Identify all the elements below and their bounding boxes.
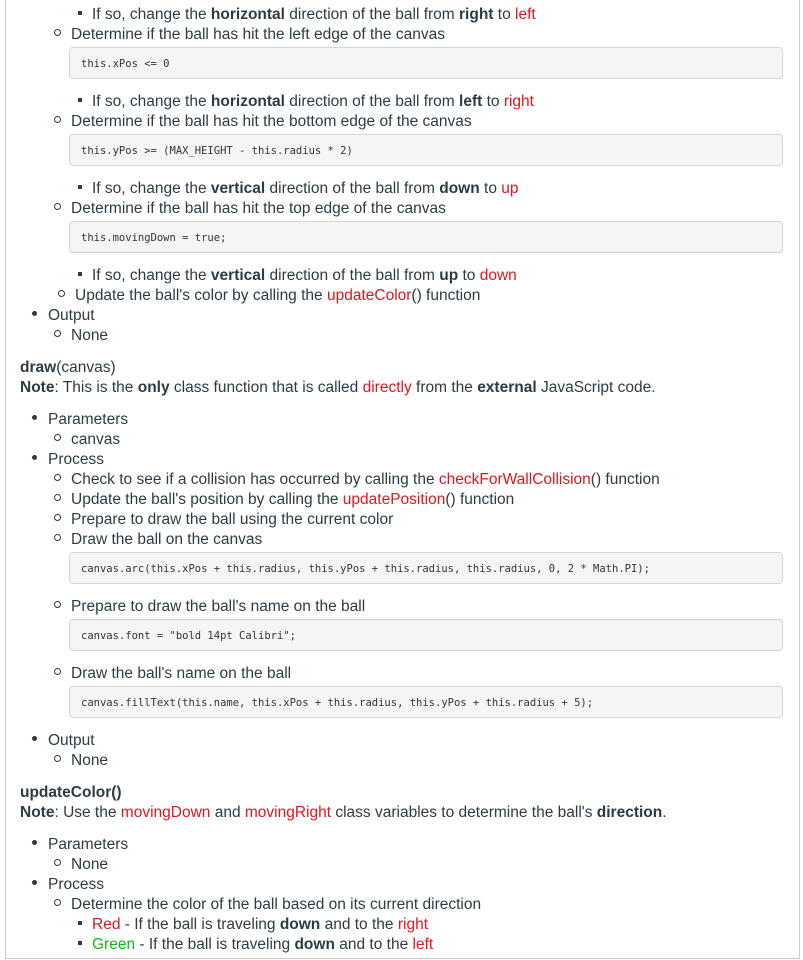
text-red: checkForWallCollision (438, 471, 591, 488)
bullet-left-edge-check (54, 25, 445, 45)
text: and to the (334, 936, 413, 953)
text: and (210, 804, 245, 821)
bullet-none (54, 855, 108, 875)
text: from the (411, 379, 478, 396)
text-red: left (515, 6, 536, 23)
text: JavaScript code. (536, 379, 656, 396)
text-bold: right (459, 6, 494, 23)
disc-bullet-icon (32, 311, 37, 316)
bullet-process (32, 450, 104, 470)
circle-bullet-icon (54, 534, 61, 541)
bullet-change-direction-up-down (78, 266, 517, 286)
bullet-change-direction-right-left (78, 5, 536, 25)
text-bold: horizontal (210, 6, 285, 23)
code-block: canvas.arc(this.xPos + this.radius, this.yPos + this.radius, this.radius, 0, 2 * Math.PI); (69, 552, 783, 584)
circle-bullet-icon (54, 668, 61, 675)
square-bullet-icon (78, 941, 82, 945)
note-update-color (20, 803, 667, 823)
bullet-process (32, 875, 104, 895)
text: Prepare to draw the ball using the current color (71, 511, 394, 528)
text-bold: vertical (210, 267, 266, 284)
text: If so, change the (92, 6, 211, 23)
bullet-change-direction-left-right (78, 92, 534, 112)
text: None (71, 327, 109, 344)
circle-bullet-icon (58, 290, 65, 297)
text: None (71, 752, 109, 769)
text: () function (411, 287, 481, 304)
code-block: canvas.fillText(this.name, this.xPos + this.radius, this.yPos + this.radius + 5); (69, 686, 783, 718)
circle-bullet-icon (54, 330, 61, 337)
text: Output (48, 732, 95, 749)
function-heading-update-color (20, 783, 122, 803)
disc-bullet-icon (32, 736, 37, 741)
bullet-output (32, 731, 95, 751)
code-block: canvas.font = "bold 14pt Calibri"; (69, 619, 783, 651)
text-bold: external (477, 379, 537, 396)
bullet-check-collision (54, 470, 660, 490)
text: Process (48, 876, 104, 893)
bullet-prepare-name (54, 597, 365, 617)
disc-bullet-icon (32, 455, 37, 460)
circle-bullet-icon (54, 116, 61, 123)
text-bold: vertical (210, 180, 266, 197)
bullet-top-edge-check (54, 199, 446, 219)
square-bullet-icon (78, 921, 82, 925)
text: Parameters (48, 836, 129, 853)
text: Process (48, 451, 104, 468)
text: Draw the ball's name on the ball (71, 665, 292, 682)
square-bullet-icon (78, 11, 82, 15)
bullet-draw-ball (54, 530, 262, 550)
text: Prepare to draw the ball's name on the ball (71, 598, 366, 615)
function-name: updateColor() (20, 784, 122, 801)
text: Output (48, 307, 95, 324)
text-red: right (503, 93, 534, 110)
text-bold: direction (596, 804, 663, 821)
text: direction of the ball from (284, 6, 460, 23)
text: Determine if the ball has hit the left edge of the canvas (71, 26, 445, 43)
text-green: Green (92, 936, 136, 953)
disc-bullet-icon (32, 415, 37, 420)
bullet-green-rule (78, 935, 433, 955)
text: () function (590, 471, 660, 488)
function-heading-draw (20, 358, 116, 378)
text-red: right (397, 916, 428, 933)
circle-bullet-icon (54, 434, 61, 441)
circle-bullet-icon (54, 203, 61, 210)
disc-bullet-icon (32, 880, 37, 885)
text: direction of the ball from (284, 93, 460, 110)
text: - If the ball is traveling (135, 936, 295, 953)
code-block: this.xPos <= 0 (69, 47, 783, 79)
text: to (458, 267, 480, 284)
circle-bullet-icon (54, 859, 61, 866)
bullet-red-rule (78, 915, 428, 935)
bullet-parameters (32, 835, 128, 855)
text: and to the (320, 916, 398, 933)
circle-bullet-icon (54, 474, 61, 481)
text: If so, change the (92, 180, 211, 197)
bullet-none (54, 751, 108, 771)
text: Update the ball's position by calling the (71, 491, 343, 508)
text-red: up (501, 180, 519, 197)
text-red: down (479, 267, 517, 284)
square-bullet-icon (78, 98, 82, 102)
text-red: updatePosition (342, 491, 446, 508)
text: - If the ball is traveling (120, 916, 280, 933)
text: Determine if the ball has hit the top edge of the canvas (71, 200, 446, 217)
text-red: updateColor (326, 287, 412, 304)
circle-bullet-icon (54, 899, 61, 906)
text: to (479, 180, 502, 197)
text: None (71, 856, 109, 873)
bullet-update-color (58, 286, 480, 306)
text: Determine if the ball has hit the bottom edge of the canvas (71, 113, 472, 130)
text-red: movingRight (244, 804, 332, 821)
text: If so, change the (92, 267, 211, 284)
text-red: directly (362, 379, 412, 396)
text: Draw the ball on the canvas (71, 531, 263, 548)
text-bold: left (459, 93, 483, 110)
text: class variables to determine the ball's (331, 804, 597, 821)
text: () function (445, 491, 515, 508)
text-red: left (412, 936, 434, 953)
text: Check to see if a collision has occurred by calling the (71, 471, 439, 488)
text: class function that is called (169, 379, 363, 396)
text-bold: only (137, 379, 170, 396)
bullet-bottom-edge-check (54, 112, 472, 132)
bullet-none (54, 326, 108, 346)
circle-bullet-icon (54, 29, 61, 36)
function-args: (canvas) (56, 359, 116, 376)
code-block: this.yPos >= (MAX_HEIGHT - this.radius * 2) (69, 134, 783, 166)
bullet-prepare-color (54, 510, 393, 530)
bullet-parameters (32, 410, 128, 430)
bullet-change-direction-down-up (78, 179, 519, 199)
note-label: Note (20, 379, 55, 396)
text: to (482, 93, 504, 110)
code-block: this.movingDown = true; (69, 221, 783, 253)
text: Parameters (48, 411, 129, 428)
bullet-determine-color (54, 895, 481, 915)
text: Update the ball's color by calling the (75, 287, 327, 304)
text-bold: down (294, 936, 335, 953)
circle-bullet-icon (54, 755, 61, 762)
text: : Use the (54, 804, 121, 821)
circle-bullet-icon (54, 494, 61, 501)
text: : This is the (54, 379, 138, 396)
text-red: movingDown (120, 804, 211, 821)
note-label: Note (20, 804, 55, 821)
text-bold: horizontal (210, 93, 285, 110)
square-bullet-icon (78, 185, 82, 189)
text: If so, change the (92, 93, 211, 110)
text-bold: up (439, 267, 459, 284)
text-bold: down (439, 180, 480, 197)
note-draw (20, 378, 656, 398)
text: direction of the ball from (265, 180, 440, 197)
text-bold: down (279, 916, 321, 933)
text: direction of the ball from (265, 267, 440, 284)
square-bullet-icon (78, 272, 82, 276)
bullet-draw-name (54, 664, 291, 684)
text: Determine the color of the ball based on its current direction (71, 896, 482, 913)
text-red: Red (92, 916, 121, 933)
text: . (662, 804, 667, 821)
circle-bullet-icon (54, 601, 61, 608)
circle-bullet-icon (54, 514, 61, 521)
bullet-update-position (54, 490, 514, 510)
bullet-output (32, 306, 95, 326)
disc-bullet-icon (32, 840, 37, 845)
function-name: draw (20, 359, 57, 376)
bullet-param-canvas (54, 430, 120, 450)
text: to (493, 6, 515, 23)
text: canvas (71, 431, 121, 448)
